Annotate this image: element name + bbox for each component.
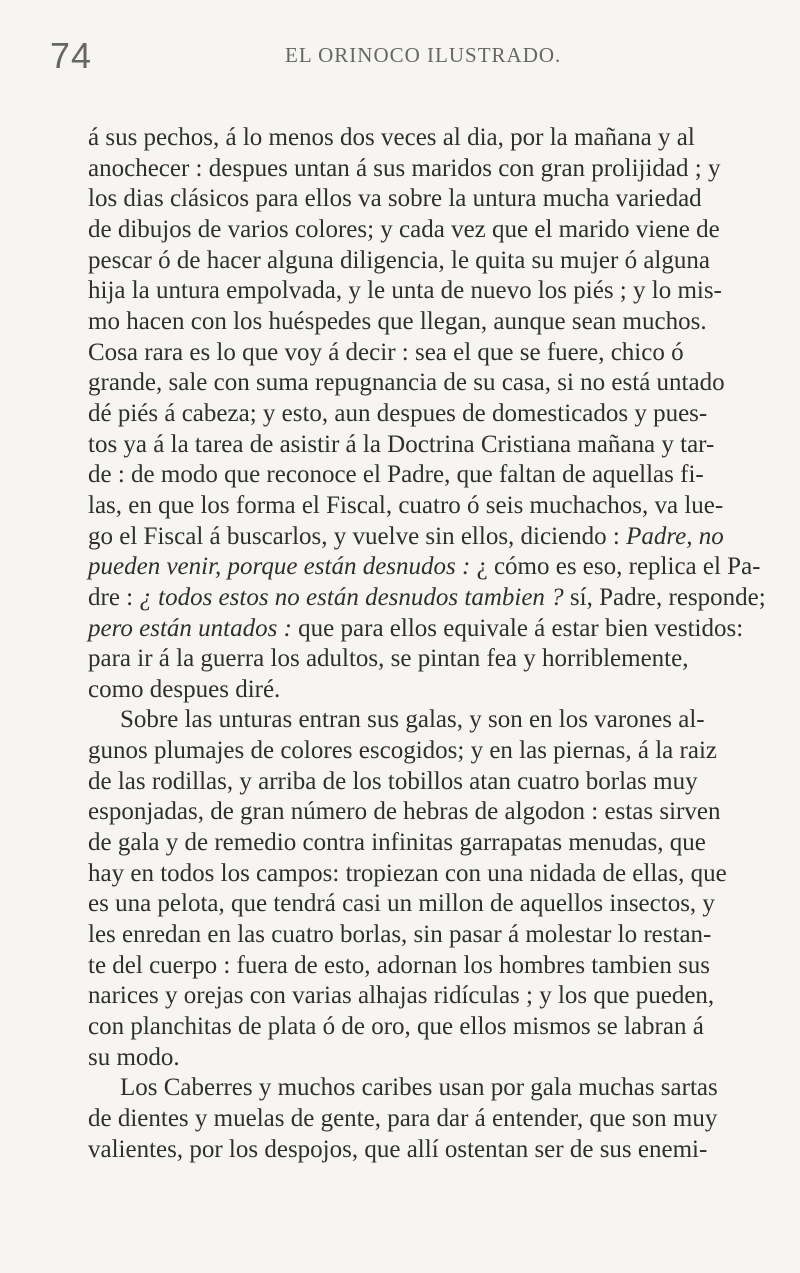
text-line: hay en todos los campos: tropiezan con una nidada de ellas, que <box>88 859 727 887</box>
paragraph-start: Los Caberres y muchos caribes usan por gala muchas sartas <box>120 1074 718 1102</box>
text-line: las, en que los forma el Fiscal, cuatro ó seis muchachos, va lue- <box>88 491 724 519</box>
text-line <box>88 583 764 614</box>
text-line: te del cuerpo : fuera de esto, adornan los hombres tambien sus <box>88 951 711 979</box>
text-line: su modo. <box>88 1043 180 1071</box>
text-line: los dias clásicos para ellos va sobre la untura mucha variedad <box>88 185 702 213</box>
text-line <box>88 614 764 645</box>
page-header <box>50 35 750 85</box>
text-line: mo hacen con los huéspedes que llegan, aunque sean muchos. <box>88 307 707 335</box>
text-line: esponjadas, de gran número de hebras de algodon : estas sirven <box>88 798 721 826</box>
text-line: valientes, por los despojos, que allí ostentan ser de sus enemi- <box>88 1135 708 1163</box>
italic-quote: Padre, no <box>626 522 724 550</box>
page-number: 74 <box>50 35 93 76</box>
text-segment: dre : <box>88 583 134 611</box>
text-line: les enredan en las cuatro borlas, sin pasar á molestar lo restan- <box>88 921 712 949</box>
text-segment: go el Fiscal á buscarlos, y vuelve sin ellos, diciendo : <box>88 522 620 550</box>
text-line: de dientes y muelas de gente, para dar á entender, que son muy <box>88 1105 718 1132</box>
text-segment: que para ellos equivale á estar bien vestidos: <box>298 614 744 642</box>
italic-quote: ¿ todos estos no están desnudos tambien ? <box>139 583 564 611</box>
text-line: de dibujos de varios colores; y cada vez que el marido viene de <box>88 215 720 243</box>
text-line: dé piés á cabeza; y esto, aun despues de domesticados y pues- <box>88 399 708 427</box>
text-line: de gala y de remedio contra infinitas garrapatas menudas, que <box>88 829 706 857</box>
text-line <box>88 522 764 553</box>
text-line <box>88 552 764 583</box>
text-line: de : de modo que reconoce el Padre, que faltan de aquellas fi- <box>88 461 704 489</box>
text-line: á sus pechos, á lo menos dos veces al dia, por la mañana y al <box>88 124 695 151</box>
text-line: para ir á la guerra los adultos, se pintan fea y horriblemente, <box>88 645 689 673</box>
body-text <box>88 123 764 1165</box>
text-line: anochecer : despues untan á sus maridos con gran prolijidad ; y <box>88 154 721 182</box>
text-line: narices y orejas con varias alhajas ridículas ; y los que pueden, <box>88 982 715 1010</box>
italic-quote: pueden venir, porque están desnudos : <box>88 553 471 581</box>
text-line: Cosa rara es lo que voy á decir : sea el que se fuere, chico ó <box>88 338 684 366</box>
text-line: grande, sale con suma repugnancia de su casa, si no está untado <box>88 369 725 397</box>
text-segment: ¿ cómo es eso, replica el Pa- <box>476 553 761 581</box>
text-segment: sí, Padre, responde; <box>569 583 766 611</box>
text-line: tos ya á la tarea de asistir á la Doctrina Cristiana mañana y tar- <box>88 430 715 458</box>
italic-quote: pero están untados : <box>88 614 292 642</box>
text-line: con planchitas de plata ó de oro, que ellos mismos se labran á <box>88 1013 704 1041</box>
text-line: de las rodillas, y arriba de los tobillos atan cuatro borlas muy <box>88 767 698 795</box>
paragraph-start: Sobre las unturas entran sus galas, y son en los varones al- <box>120 706 705 734</box>
running-head: EL ORINOCO ILUSTRADO. <box>285 43 562 67</box>
text-line: hija la untura empolvada, y le unta de nuevo los piés ; y lo mis- <box>88 277 722 305</box>
text-line: es una pelota, que tendrá casi un millon de aquellos insectos, y <box>88 890 715 918</box>
text-line: como despues diré. <box>88 675 281 703</box>
text-line: gunos plumajes de colores escogidos; y en las piernas, á la raiz <box>88 737 717 765</box>
text-line: pescar ó de hacer alguna diligencia, le quita su mujer ó alguna <box>88 246 710 274</box>
